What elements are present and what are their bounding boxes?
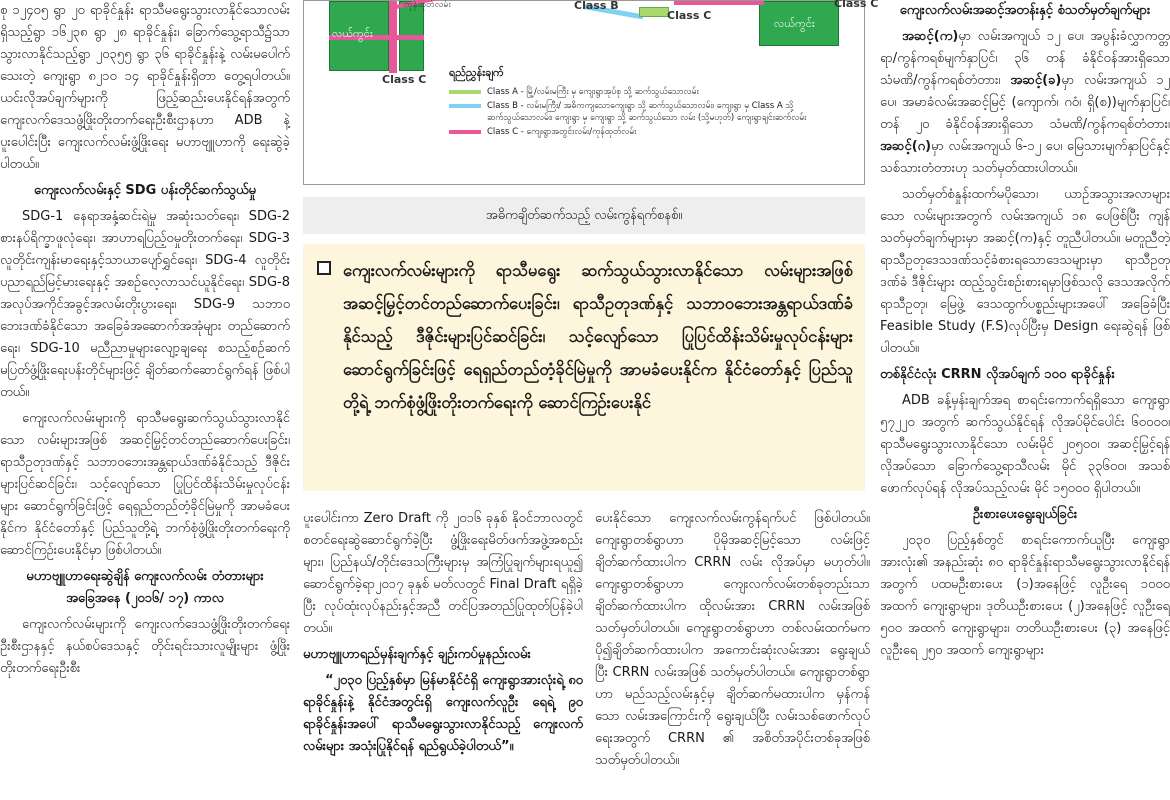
section-heading: ကျေးလက်လမ်းနှင့် SDG ပန်းတိုင်ဆက်သွယ်မှု <box>34 183 256 198</box>
checkbox-bullet-icon <box>317 261 331 275</box>
callout-text: ကျေးလက်လမ်းများကို ရာသီမရွေး ဆက်သွယ်သွားလာနိုင်သော လမ်းများအဖြစ် အဆင့်မြှင့်တင်တည်ဆောက်ပေးခြင်း၊ ရာသီဥတုဒဏ်နှင့် သဘာဝဘေးအန္တရာယ်ဒဏ်ခံနိုင်သည့် ဒီဇိုင်းများပြင်ဆင်ခြင်း၊ သင့်လျော်သော ပြုပြင်ထိန်းသိမ်းမှုလုပ်ငန်းများ ဆောင်ရွက်ခြင်းဖြင့် ရေရှည်တည်တံ့ခိုင်မြဲမှုကို အာမခံပေးနိုင်က နိုင်ငံတော်နှင့် ပြည်သူတို့ရဲ့ ဘက်စုံဖွံ့ဖြိုးတိုးတက်ရေးကို ဆောင်ကြဉ်းပေးနိုင် <box>343 261 853 412</box>
legend-swatch <box>449 90 481 94</box>
section-heading: တစ်နိုင်ငံလုံး CRRN လိုအပ်ချက် ၁၀၀ ရာခိုင်နှုန်း <box>880 367 1115 382</box>
grade-a-label: အဆင့်(က) <box>902 29 959 44</box>
grade-c-label: အဆင့်(ဂ) <box>880 139 932 154</box>
grade-b-text: မှာ လမ်းအကျယ် ၁၂ ပေ၊ အမာခံလမ်းအဆင့်မြင့် (ကျောက်၊ ဂဝံ၊ ရှိ(စ))မျက်နှာပြင်၊ တန် ၂၀ ခံနိုင်ဝန်အားရှိသော သံမဏိ/ကွန်ကရစ်တံတား၊ <box>880 73 1170 132</box>
class-c-label: Class C <box>667 9 712 22</box>
bridge <box>639 7 669 17</box>
paragraph: ၂၀၃၀ ပြည့်နှစ်တွင် စာရင်းကောက်ယူပြီး ကျေးရွာအားလုံး၏ အနည်းဆုံး ၈၀ ရာခိုင်နှုန်းရာသီမရွေးသွားလာနိုင်ရန်အတွက် ပထမဦးစားပေး (၁)အနေဖြင့် လူဦးရေ ၁၀၀၀ အထက် ကျေးရွာများ၊ ဒုတိယဦးစားပေး (၂)အနေဖြင့် လူဦးရေ ၅၀၀ အထက် ကျေးရွာများ၊ တတိယဦးစားပေး (၃) အနေဖြင့် လူဦးရေ ၂၅၀ အထက် ကျေးရွာများ <box>880 533 1170 658</box>
class-c-label: Class C <box>382 73 427 86</box>
legend-item <box>449 100 809 124</box>
paragraph: ပူးပေါင်းကာ Zero Draft ကို ၂၀၁၆ ခုနှစ် နိုဝင်ဘာလတွင် စတင်ရေးဆွဲဆောင်ရွက်ခဲ့ပြီး ဖွံ့ဖြိုးရေးမိတ်ဖက်အဖွဲ့အစည်းများ၊ ပြည်နယ်/တိုင်းဒေသကြီးများမှ အကြံပြုချက်များရယူ၍ ဆောင်ရွက်ခဲ့ရာ၂၀၁၇ ခုနှစ် မတ်လတွင် Final Draft ရရှိခဲ့ပြီး လုပ်ထုံးလုပ်နည်းနှင့်အညီ တင်ပြအတည်ပြုထုတ်ပြန်ခဲ့ပါတယ်။ <box>303 511 583 636</box>
paragraph: ကျေးလက်လမ်းများကို ရာသီမရွေးဆက်သွယ်သွားလာနိုင်သော လမ်းများအဖြစ် အဆင့်မြှင့်တင်တည်ဆောက်ပေးခြင်း၊ ရာသီဥတုဒဏ်နှင့် သဘာဝဘေးအန္တရာယ်ဒဏ်ခံနိုင်သည့် ဒီဇိုင်းများပြင်ဆင်ခြင်း၊ သင့်လျော်သော ပြုပြင်ထိန်းသိမ်းမှုလုပ်ငန်းများ ဆောင်ရွက်ခြင်းဖြင့် ရေရှည်တည်တံ့ခိုင်မြဲမှုကို အာမခံပေးနိုင်က နိုင်ငံတော်နှင့် ပြည်သူတို့ရဲ့ ဘက်စုံဖွံ့ဖြိုးတိုးတက်ရေးကို ဆောင်ကြဉ်းပေးနိုင်မှာ ဖြစ်ပါတယ်။ <box>0 411 290 558</box>
middle-column-2 <box>595 508 870 776</box>
legend-text: Class A - မြို့/လမ်းမကြီး မှ ကျေးရွာအုပ်စု သို့ ဆက်သွယ်သောလမ်း <box>487 87 699 97</box>
legend-item <box>449 86 809 98</box>
paragraph: သတ်မှတ်စံနှုန်းထက်မပိုသော၊ ယာဉ်အသွားအလာများသော လမ်းများအတွက် လမ်းအကျယ် ၁၈ ပေဖြစ်ပြီး ကျန်သတ်မှတ်ချက်များမှာ အဆင့်(က)နှင့် တူညီပါတယ်။ မတူညီတဲ့ ရာသီဥတုဒေသဒဏ်သင့်ခံစားရသောဒေသများမှာ ရာသီဥတုဒဏ်ခံ ဒီဇိုင်းများ ထည့်သွင်းစဉ်းစားရမှာဖြစ်သလို ဒေသအလိုက် ရာသီဥတု၊ မြေဖွဲ့ ဒေသထွက်ပစ္စည်းများအပေါ် အခြေခံပြီး Feasible Study (F.S)လုပ်ပြီးမှ Design ရေးဆွဲရန် ဖြစ်ပါတယ်။ <box>880 187 1170 356</box>
legend-swatch <box>449 104 481 108</box>
legend-text: Class B - လမ်းမကြီး/ အဓိကကျသောကျေးရွာ သို့ ဆက်သွယ်သောလမ်း၊ ကျေးရွာ မှ Class A သို့ ဆက်သွယ်သောလမ်း၊ ကျေးရွာ မှ ကျေးရွာ သို့ ဆက်သွယ်သော လမ်း (သို့မဟုတ်) ကျေးရွာချင်းဆက်လမ်း <box>487 101 807 123</box>
goal-quote: “၂၀၃၀ ပြည့်နှစ်မှာ မြန်မာနိုင်ငံရှိ ကျေးရွာအားလုံးရဲ့ ၈၀ ရာခိုင်နှုန်းနဲ့ နိုင်ငံအတွင်းရှိ ကျေးလက်လူဦး ရေရဲ့ ၉၀ ရာခိုင်နှုန်းအပေါ် ရာသီမရွေးသွားလာနိုင်သည့် ကျေးလက်လမ်းများ အသုံးပြုနိုင်ရန် ရည်ရွယ်ခဲ့ပါတယ်”။ <box>303 673 583 754</box>
section-heading: မဟာဗျူဟာရည်မှန်းချက်နှင့် ချဉ်းကပ်မှုနည်းလမ်း <box>303 647 531 662</box>
legend-swatch <box>449 130 481 134</box>
paragraph: ADB ခန့်မှန်းချက်အရ စာရင်းကောက်ရရှိသော ကျေးရွာ ၅၇၂၂၀ အတွက် ဆက်သွယ်နိုင်ရန် လိုအပ်မိုင်ပေါင်း ၆၀၀၀၀၊ ရာသီမရွေးသွားလာနိုင်သော လမ်းမိုင် ၂၀၅၀၀၊ အဆင့်မြှင့်ရန် လိုအပ်သော ခြောက်သွေ့ရာသီလမ်း မိုင် ၃၃၆၀၀၊ အသစ်ဖောက်လုပ်ရန် လိုအပ်သည့်လမ်း မိုင် ၁၅၀၀၀ ရှိပါတယ်။ <box>880 393 1170 496</box>
grade-b-label: အဆင့်(ခ) <box>1010 73 1062 88</box>
paragraph: စု ၁၂၄၀၅ ရွာ ၂၀ ရာခိုင်နှုန်း ရာသီမရွေးသွားလာနိုင်သောလမ်းရှိသည့်ရွာ ၁၆၂၃၈ ရွာ ၂၈ ရာခိုင်နှုန်း၊ ခြောက်သွေ့ရာသီ၌သာ သွားလာနိုင်သည့်ရွာ ၂၀၃၅၅ ရွာ ၃၆ ရာခိုင်နှုန်းနဲ့ လမ်းမပေါက်သေးတဲ့ ကျေးရွာ ၈၂၁၀ ၁၄ ရာခိုင်နှုန်းရှိတာ တွေ့ရပါတယ်။ ယင်းလိုအပ်ချက်များကို ဖြည့်ဆည်းပေးနိုင်ရန်အတွက် ကျေးလက်ဒေသဖွံ့ဖြိုးတိုးတက်ရေးဦးစီးဌာနဟာ ADB နဲ့ပူးပေါင်းပြီး ကျေးလက်လမ်းဖွံ့ဖြိုးရေး မဟာဗျူဟာကို ရေးဆွဲခဲ့ပါတယ်။ <box>0 3 290 172</box>
class-b-label: Class B <box>574 0 619 12</box>
right-column <box>880 0 1170 666</box>
farm-road-label: ကုန်ထုတ်လမ်း <box>404 0 451 10</box>
village-label: လယ်ကွင်း <box>774 17 815 30</box>
left-column <box>0 0 290 684</box>
paragraph: ပေးနိုင်သော ကျေးလက်လမ်းကွန်ရက်ပင် ဖြစ်ပါတယ်။ ကျေးရွာတစ်ရွာဟာ ပိုမိုအဆင့်မြင့်သော လမ်းဖြင့် ချိတ်ဆက်ထားပါက CRRN လမ်း လိုအပ်မှာ မဟုတ်ပါ။ ကျေးရွာတစ်ရွာဟာ ကျေးလက်လမ်းတစ်ခုတည်းသာ ချိတ်ဆက်ထားပါက ထိုလမ်းအား CRRN လမ်းအဖြစ် သတ်မှတ်ပါတယ်။ ကျေးရွာတစ်ရွာဟာ တစ်လမ်းထက်မက ပို၍ချိတ်ဆက်ထားပါက အကောင်းဆုံးလမ်းအား ရွေးချယ်ပြီး CRRN လမ်းအဖြစ် သတ်မှတ်ပါတယ်။ ကျေးရွာတစ်ရွာဟာ မည်သည့်လမ်းနှင့်မှ ချိတ်ဆက်မထားပါက မှန်ကန်သော လမ်းအကြောင်းကို ရွေးချယ်ပြီး လမ်းသစ်ဖောက်လုပ်ရေးအတွက် CRRN ၏ အစိတ်အပိုင်းတစ်ခုအဖြစ် သတ်မှတ်ပါတယ်။ <box>595 511 870 768</box>
figure-caption: အဓိကချိတ်ဆက်သည့် လမ်းကွန်ရက်စနစ်။ <box>303 197 865 234</box>
legend-item <box>449 126 809 138</box>
paragraph <box>880 26 1170 180</box>
village-label: လယ်ကွင်း <box>332 27 373 40</box>
paragraph: ကျေးလက်လမ်းများကို ကျေးလက်ဒေသဖွံ့ဖြိုးတိုးတက်ရေးဦးစီးဌာနနှင့် နယ်စပ်ဒေသနှင့် တိုင်းရင်းသားလူမျိုးများ ဖွံ့ဖြိုးတိုးတက်ရေးဦးစီး <box>0 617 290 676</box>
paragraph: SDG-1 နေရာအနှံ့ဆင်းရဲမှု အဆုံးသတ်ရေး၊ SDG-2 စားနပ်ရိက္ခာဖူလုံရေး၊ အာဟာရပြည့်ဝမှုတိုးတက်ရေး၊ SDG-3 လူတိုင်းကျန်းမာရေးနှင့်သာယာပျော်ရွှင်ရေး၊ SDG-4 လူတိုင်း ပညာရည်မြင့်မားရေးနှင့် အစဉ်လေ့လာသင်ယူနိုင်ရေး၊ SDG-8 အလုပ်အကိုင်အခွင့်အလမ်းတိုးပွားရေး၊ SDG-9 သဘာဝဘေးဒဏ်ခံနိုင်သော အခြေခံအဆောက်အအုံများ တည်ဆောက်ရေး၊ SDG-10 မညီညာမှုများလျော့ချရေး စသည့်စဉ်ဆက်မပြတ်ဖွံ့ဖြိုးရေးပန်းတိုင်များဖြင့် ချိတ်ဆက်ဆောင်ရွက်ရန် ဖြစ်ပါတယ်။ <box>0 209 290 400</box>
section-heading: မဟာဗျူဟာရေးဆွဲချိန် ကျေးလက်လမ်း တံတားများအခြေအနေ (၂၀၁၆/ ၁၇) ကာလ <box>26 569 264 606</box>
middle-column-1 <box>303 508 583 762</box>
section-heading: ဦးစားပေးရွေးချယ်ခြင်း <box>972 507 1078 522</box>
road-network-diagram <box>303 0 879 185</box>
section-heading: ကျေးလက်လမ်းအဆင့်အတန်းနှင့် စံသတ်မှတ်ချက်များ <box>899 3 1151 18</box>
class-c-label: Class C <box>834 0 879 10</box>
legend-text: Class C - ကျေးရွာအတွင်းလမ်း/ကုန်ထုတ်လမ်း <box>487 127 637 137</box>
grade-c-text: မှာ လမ်းအကျယ် ၆-၁၂ ပေ၊ မြေသားမျက်နှာပြင်နှင့် သစ်သားတံတားဟု သတ်မှတ်ထားပါတယ်။ <box>880 139 1170 176</box>
pull-quote-callout <box>303 244 865 491</box>
class-c-road <box>674 1 764 5</box>
diagram-legend <box>449 66 809 140</box>
grade-a-text: မှာ လမ်းအကျယ် ၁၂ ပေ၊ အပွန်းခံလွှာကတ္တရာ/ကွန်ကရစ်မျက်နှာပြင်၊ ၃၆ တန် ခံနိုင်ဝန်အားရှိသော သံမဏိ/ကွန်ကရစ်တံတား၊ <box>880 29 1170 88</box>
legend-title: ရည်ညွှန်းချက် <box>449 66 504 79</box>
